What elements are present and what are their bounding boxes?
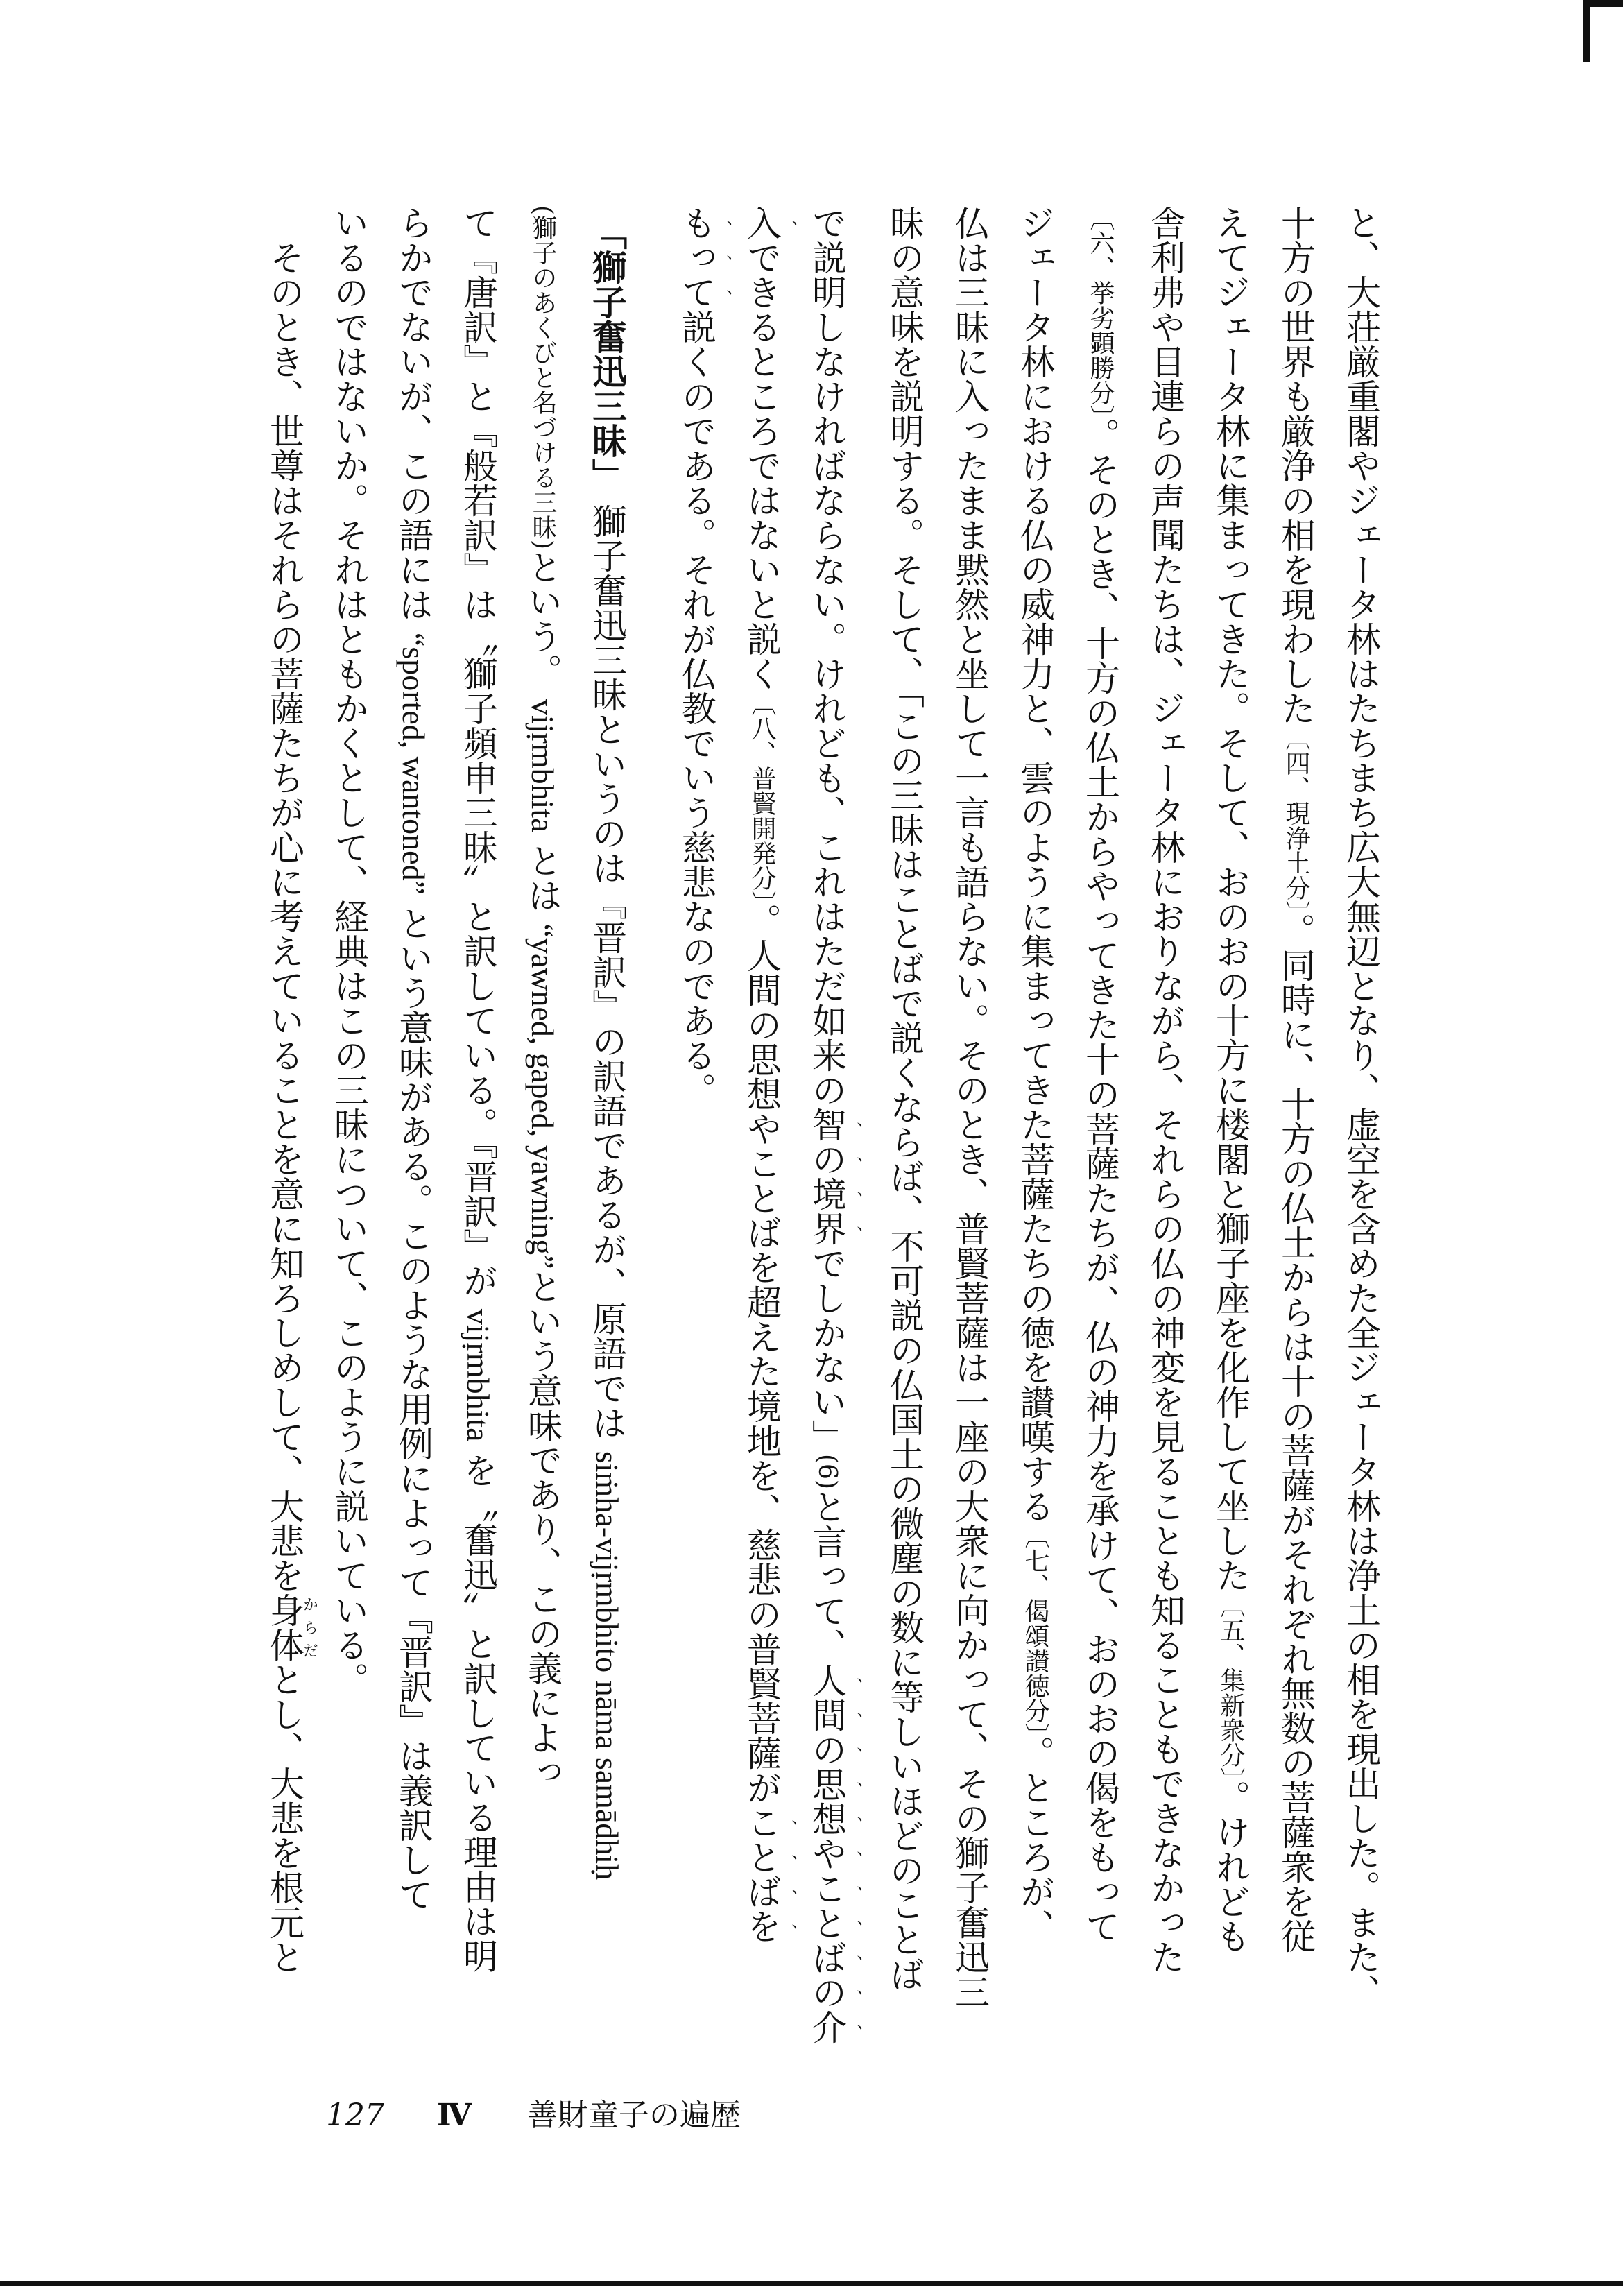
emphasized-text: ことばを: [741, 1805, 782, 1944]
section-note: 〔七、偈頌讃徳分〕: [1021, 1523, 1049, 1736]
text: 説くのである。それが仏教でいう慈悲なのである。: [676, 309, 716, 1107]
text-column: [316, 205, 381, 2064]
term-heading: 「獅子奮迅三昧」: [587, 215, 628, 492]
text-column: [1002, 205, 1067, 2064]
text-column: [510, 205, 575, 2064]
text-column: [676, 205, 741, 2064]
text: で説明しなければならない。けれども、これはただ如来の: [807, 205, 847, 1107]
text: いるのではないか。それはともかくとして、経典はこの三昧について、このように説いている。: [329, 205, 369, 1697]
text: 獅子奮迅三昧というのは『晋訳』の訳語であるが、原語では: [587, 503, 627, 1440]
text: 仏は三昧に入ったまま黙然と坐して一言も語らない。そのとき、普賢菩薩は一座の大衆に向かって、その獅子奮迅三: [950, 205, 990, 2009]
text: という意味がある。このような用例によって『晋訳』は義訳して: [393, 905, 433, 1912]
text: できるところではないと説く: [741, 240, 782, 691]
text: という。: [522, 549, 563, 689]
scan-corner-mark: [1583, 0, 1623, 62]
chapter-number: Ⅳ: [437, 2098, 472, 2133]
text: 昧の意味を説明する。そして、「この三昧はことばで説くならば、不可説の仏国土の微塵の数に等しいほどのことば: [884, 205, 925, 1991]
sanskrit-term: vijṛmbhita: [525, 699, 560, 832]
text: とし、大悲を根元と: [264, 1662, 304, 1974]
text-column: [1328, 205, 1393, 2064]
emphasized-text: 人間の思想やことばの介: [807, 1663, 847, 2044]
text: えてジェータ林に集まってきた。そして、おのおの十方に楼閣と獅子座を化作して坐した: [1210, 205, 1251, 1593]
scan-edge-line: [0, 2281, 1623, 2286]
text: 。そのとき、十方の仏土からやってきた十の菩薩たちが、仏の神力を承けて、おのおの偈をもって: [1080, 418, 1120, 1944]
text-column: [574, 215, 639, 2074]
emphasized-text: 入: [741, 205, 782, 240]
ruby-base: 身体: [264, 1593, 304, 1662]
ruby-word: [264, 1593, 318, 1662]
text: 十方の世界も厳浄の相を現わした: [1276, 205, 1316, 726]
text-column: [872, 205, 937, 2064]
text: そのとき、世尊はそれらの菩薩たちが心に考えていることを意に知ろしめして、大悲を: [264, 240, 304, 1593]
text-column: [381, 205, 446, 2064]
text: とは: [522, 843, 563, 913]
text: 舎利弗や目連らの声聞たちは、ジェータ林におりながら、それらの仏の神変を見ることも知ることもできなかった: [1145, 205, 1185, 1974]
sanskrit-term: siṁha-vijṛmbhito nāma samādhiḥ: [590, 1450, 625, 1881]
text-column: [1198, 205, 1263, 2064]
ruby-reading: からだ: [300, 1593, 318, 1662]
footnote-ref: (6): [813, 1454, 841, 1489]
text: らかでないが、この語には: [393, 205, 433, 622]
text-column: [741, 205, 807, 2064]
text: 。ところが、: [1015, 1736, 1055, 1944]
text: でしかない」: [807, 1246, 847, 1454]
text: ジェータ林における仏の威神力と、雲のように集まってきた菩薩たちの徳を讃嘆する: [1015, 205, 1055, 1523]
section-note: 〔四、現浄土分〕: [1282, 726, 1310, 913]
text: を〝奮迅〟と訳している理由は明: [458, 1453, 498, 1973]
text: と、大荘厳重閣やジェータ林はたちまち広大無辺となり、虚空を含めた全ジェータ林は浄土の相を現出した。また、: [1341, 205, 1381, 2009]
section-note: 〔六、挙劣顕勝分〕: [1086, 205, 1115, 418]
emphasized-text: もって: [676, 205, 716, 309]
text: 。同時に、十方の仏土からは十の菩薩がそれぞれ無数の菩薩衆を従: [1276, 913, 1316, 1953]
emphasized-text: 智の境界: [807, 1107, 847, 1246]
text-column: [937, 205, 1002, 2064]
text: 。人間の思想やことばを超えた境地を、慈悲の普賢菩薩が: [741, 903, 782, 1805]
english-gloss: “sported, wantoned”: [396, 632, 431, 895]
text: 。けれども: [1210, 1780, 1251, 1953]
english-gloss: “yawned, gaped, yawning”: [525, 923, 560, 1269]
chapter-title: 善財童子の遍歴: [527, 2098, 741, 2133]
text-column: [445, 205, 510, 2064]
text-column: [252, 240, 317, 2099]
text-column: [807, 205, 872, 2064]
text-column: [1263, 205, 1328, 2064]
text-column: [1133, 205, 1198, 2064]
text: という意味であり、この義によっ: [522, 1269, 563, 1790]
page-number: 127: [326, 2098, 384, 2133]
text: と言って、: [807, 1489, 847, 1663]
text-column: [1067, 205, 1133, 2064]
gloss-note: (獅子のあくびと名づける三昧): [529, 205, 557, 550]
section-note: 〔八、普賢開発分〕: [748, 691, 776, 903]
sanskrit-term: vijṛmbhita: [461, 1308, 496, 1442]
text: て『唐訳』と『般若訳』は〝獅子頻申三昧〟と訳している。『晋訳』が: [458, 205, 498, 1298]
section-note: 〔五、集新衆分〕: [1217, 1593, 1245, 1780]
